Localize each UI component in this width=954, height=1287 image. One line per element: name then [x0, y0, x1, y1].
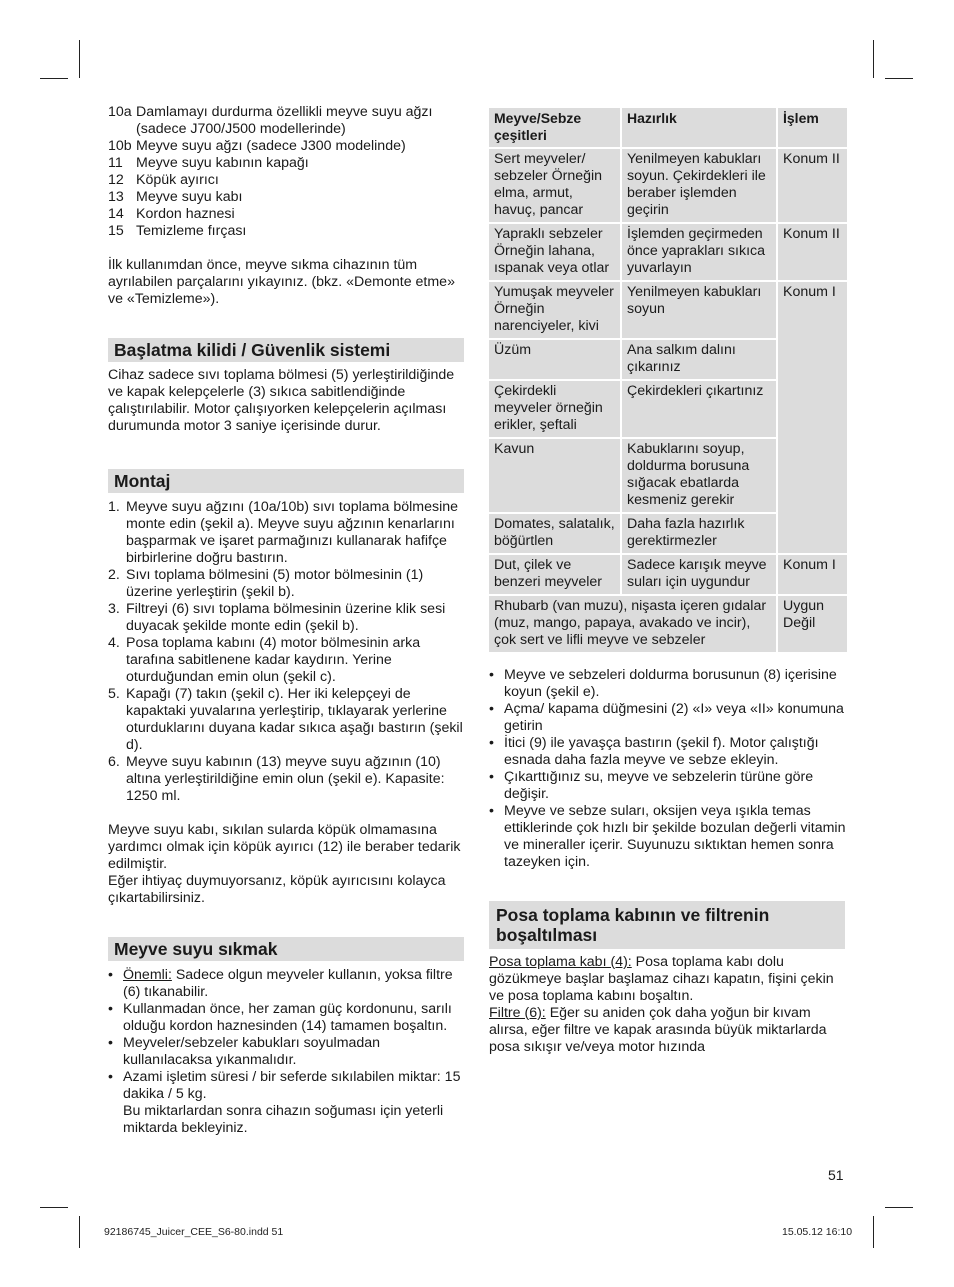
list-item: 5. Kapağı (7) takın (şekil c). Her iki kelepçeyi de kapaktaki yuvalarına yerleştirip, tıklayarak yerlerine oturduklarını duyana kadar sıkıca aşağı bastırın (şekil d). — [108, 686, 463, 753]
list-item: 10b Meyve suyu ağzı (sadece J300 modelinde) — [108, 138, 406, 154]
crop-mark — [873, 40, 874, 78]
table-header: Meyve/Sebze çeşitleri — [489, 108, 620, 147]
list-item: 12 Köpük ayırıcı — [108, 172, 219, 188]
assembly-steps — [108, 499, 464, 805]
parts-list — [108, 104, 464, 240]
crop-mark — [79, 40, 80, 78]
section-heading-assembly: Montaj — [108, 469, 464, 493]
list-item: 2. Sıvı toplama bölmesini (5) motor bölmesinin (1) üzerine yerleştirin (şekil b). — [108, 567, 424, 600]
section-heading-juicing: Meyve suyu sıkmak — [108, 937, 464, 961]
list-item: 4. Posa toplama kabını (4) motor bölmesinin arka tarafına sabitlenene kadar kaydırın. Yerine oturduğundan emin olun (şekil c). — [108, 635, 421, 685]
crop-mark — [885, 78, 913, 79]
table-header-row — [489, 108, 847, 147]
table-header: İşlem — [778, 108, 847, 147]
left-column — [108, 104, 464, 1137]
crop-mark — [885, 1207, 913, 1208]
important-label: Önemli: — [123, 967, 172, 983]
list-item: 14 Kordon haznesi — [108, 206, 235, 222]
crop-mark — [40, 1207, 68, 1208]
list-item: • Meyve ve sebze suları, oksijen veya ışıkla temas ettiklerinde çok hızlı bir şekilde bozulan değerli vitamin ve mineraller içerir. Suyunuzu sıktıktan hemen sonra tazeyken için. — [489, 803, 846, 870]
bullet-icon: • — [108, 967, 113, 983]
list-item: 6. Meyve suyu kabının (13) meyve suyu ağzının (10) altına yerleştirildiğine emin olun (şekil e). Kapasite: 1250 ml. — [108, 754, 445, 804]
table-row: Kavun Kabuklarını soyup, doldurma borusuna sığacak ebatlarda kesmeniz gerekir — [489, 439, 847, 512]
section-heading-safety: Başlatma kilidi / Güvenlik sistemi — [108, 338, 464, 362]
bullet-icon: • — [489, 769, 494, 785]
list-item: 11 Meyve suyu kabının kapağı — [108, 155, 309, 171]
bullet-icon: • — [489, 701, 494, 717]
page-number: 51 — [828, 1167, 844, 1183]
bullet-icon: • — [108, 1001, 113, 1017]
list-item: 10a Damlamayı durdurma özellikli meyve suyu ağzı (sadece J700/J500 modellerinde) — [108, 104, 433, 137]
safety-paragraph: Cihaz sadece sıvı toplama bölmesi (5) yerleştirildiğinde ve kapak kelepçelerle (3) sıkıca sabitlendiğinde çalıştırılabilir. Motor çalışıyorken kelepçelerin açılması durumunda motor 3 saniye içerisinde durur. — [108, 367, 455, 434]
list-item: 3. Filtreyi (6) sıvı toplama bölmesinin üzerine klik sesi duyacak şekilde monte edin (şekil b). — [108, 601, 446, 634]
section-heading-empty: Posa toplama kabının ve filtrenin boşaltılması — [489, 901, 845, 949]
empty-paragraph: Posa toplama kabı (4): Posa toplama kabı dolu gözükmeye başlar başlamaz cihazı kapatın, fişini çekin ve posa toplama kabını boşaltın. — [489, 954, 834, 1004]
crop-mark — [873, 1216, 874, 1248]
list-item: • Meyve ve sebzeleri doldurma borusunun (8) içerisine koyun (şekil e). — [489, 667, 837, 700]
table-row: Sert meyveler/ sebzeler Örneğin elma, armut, havuç, pancar Yenilmeyen kabukları soyun. Çekirdekleri ile beraber işlemden geçirin Konum II — [489, 149, 847, 222]
list-item: • Azami işletim süresi / bir seferde sıkılabilen miktar: 15 dakika / 5 kg. Bu miktarlardan sonra cihazın soğuması için yeterli miktarda bekleyiniz. — [108, 1069, 461, 1136]
assembly-paragraph: Meyve suyu kabı, sıkılan sularda köpük olmamasına yardımcı olmak için köpük ayırıcı (12) ile beraber tedarik edilmiştir. — [108, 822, 461, 872]
bullet-icon: • — [489, 735, 494, 751]
crop-mark — [79, 1216, 80, 1248]
table-row: Dut, çilek ve benzeri meyveler Sadece karışık meyve suları için uygundur Konum I — [489, 555, 847, 594]
list-item: • Kullanmadan önce, her zaman güç kordonunu, sarılı olduğu kordon haznesinden (14) tamamen boşaltın. — [108, 1001, 452, 1034]
list-item: • Önemli: Sadece olgun meyveler kullanın, yoksa filtre (6) tıkanabilir. — [108, 967, 453, 1000]
list-item: • İtici (9) ile yavaşça bastırın (şekil f). Motor çalıştığı esnada daha fazla meyve ve sebze ekleyin. — [489, 735, 819, 768]
table-row: Domates, salatalık, böğürtlen Daha fazla hazırlık gerektirmezler — [489, 514, 847, 553]
usage-bullets — [489, 667, 847, 871]
table-row: Rhubarb (van muzu), nişasta içeren gıdalar (muz, mango, papaya, avakado ve incir), çok sert ve lifli meyve ve sebzeler Uygun Değil — [489, 596, 847, 652]
fruit-table — [487, 106, 849, 654]
assembly-paragraph: Eğer ihtiyaç duymuyorsanız, köpük ayırıcısını kolayca çıkartabilirsiniz. — [108, 873, 446, 906]
bullet-icon: • — [108, 1035, 113, 1051]
crop-mark — [40, 78, 68, 79]
list-item: • Açma/ kapama düğmesini (2) «I» veya «II» konumuna getirin — [489, 701, 844, 734]
footer-timestamp: 15.05.12 16:10 — [782, 1226, 853, 1238]
table-header: Hazırlık — [622, 108, 776, 147]
footer-file-info: 92186745_Juicer_CEE_S6-80.indd 51 — [104, 1226, 284, 1238]
intro-paragraph: İlk kullanımdan önce, meyve sıkma cihazının tüm ayrılabilen parçalarını yıkayınız. (bkz. «Demonte etme» ve «Temizleme»). — [108, 257, 455, 307]
list-item: • Meyveler/sebzeler kabukları soyulmadan kullanılacaksa yıkanmalıdır. — [108, 1035, 381, 1068]
list-item: • Çıkarttığınız su, meyve ve sebzelerin türüne göre değişir. — [489, 769, 814, 802]
list-item: 1. Meyve suyu ağzını (10a/10b) sıvı toplama bölmesine monte edin (şekil a). Meyve suyu ağzının kenarlarını başparmak ve işaret parmağınızı kullanarak hafifçe birbirlerine doğru bastırın. — [108, 499, 458, 566]
empty-paragraph: Filtre (6): Eğer su aniden çok daha yoğun bir kıvam alırsa, eğer filtre ve kapak arasında büyük miktarlarda posa sıkışır ve/veya motor hızında — [489, 1005, 827, 1055]
list-item: 15 Temizleme fırçası — [108, 223, 247, 239]
juicing-bullets — [108, 967, 464, 1137]
table-row: Yapraklı sebzeler Örneğin lahana, ıspanak veya otlar İşlemden geçirmeden önce yaprakları sıkıca yuvarlayın Konum II — [489, 224, 847, 280]
table-row: Üzüm Ana salkım dalını çıkarınız — [489, 340, 847, 379]
bullet-icon: • — [489, 667, 494, 683]
bullet-icon: • — [489, 803, 494, 819]
right-column — [489, 106, 847, 1056]
table-row: Yumuşak meyveler Örneğin narenciyeler, kivi Yenilmeyen kabukları soyun Konum I — [489, 282, 847, 338]
table-row: Çekirdekli meyveler örneğin erikler, şeftali Çekirdekleri çıkartınız — [489, 381, 847, 437]
list-item: 13 Meyve suyu kabı — [108, 189, 243, 205]
bullet-icon: • — [108, 1069, 113, 1085]
